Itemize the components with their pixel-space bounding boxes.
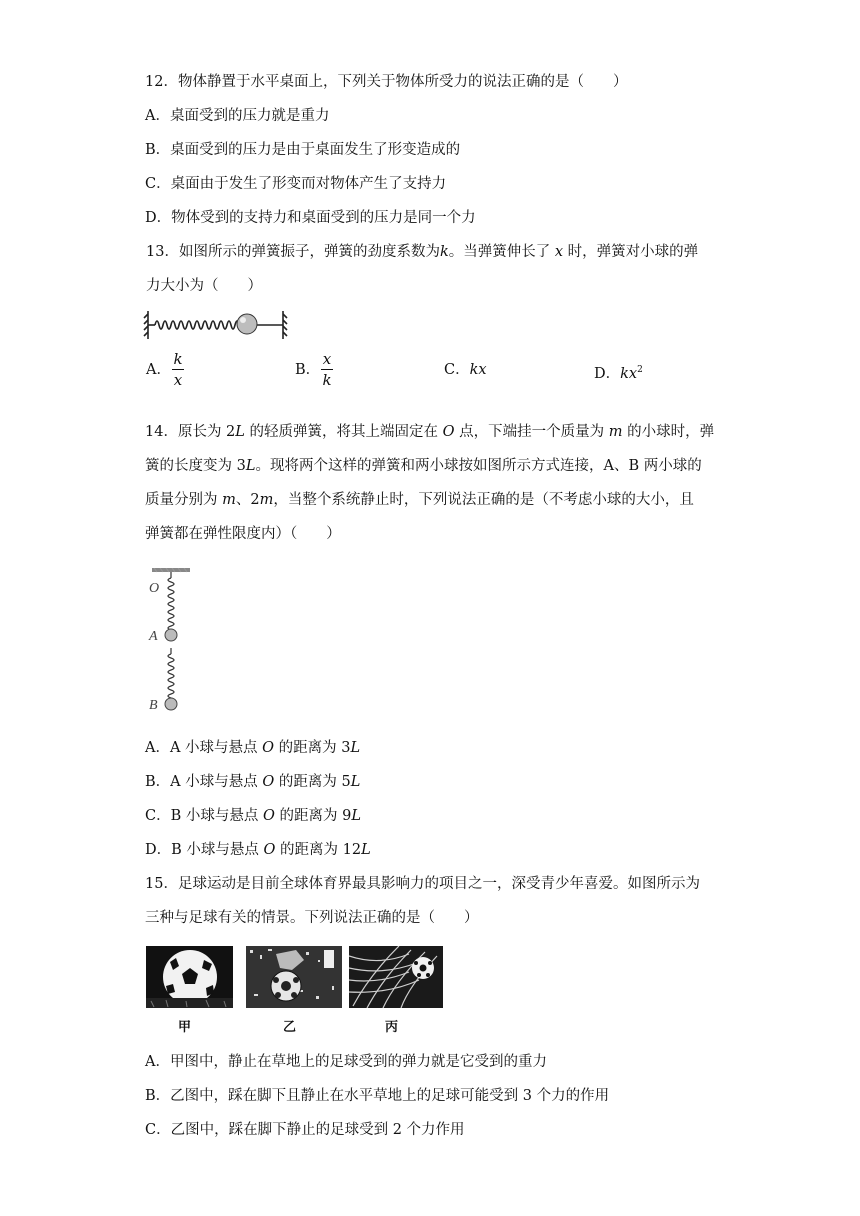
q13-option-a-label: A． (146, 362, 171, 378)
caption-jia: 甲 (178, 1020, 192, 1035)
q13-option-a-fraction: k x (173, 350, 183, 389)
hanging-springs-figure (148, 568, 193, 718)
ball-icon (237, 314, 257, 334)
label-a: A (149, 629, 158, 644)
q12-option-c: C．桌面由于发生了形变而对物体产生了支持力 (145, 176, 447, 192)
q13-option-b-label: B． (295, 362, 321, 378)
ball-a-icon (165, 629, 177, 641)
q14-stem-line2: 簧的长度变为 3L。现将两个这样的弹簧和两小球按如图所示方式连接，A、B 两小球的 (145, 458, 702, 474)
football-photo-jia (146, 946, 233, 1008)
q12-option-a: A．桌面受到的压力就是重力 (145, 108, 330, 124)
q15-option-b: B．乙图中，踩在脚下且静止在水平草地上的足球可能受到 3 个力的作用 (145, 1088, 610, 1104)
q13-option-d: D．$kx^2$ (594, 365, 643, 382)
q15-stem-line1: 15．足球运动是目前全球体育界最具影响力的项目之一，深受青少年喜爱。如图所示为 (145, 876, 700, 892)
q14-stem-line3: 质量分别为 m、2m，当整个系统静止时，下列说法正确的是（不考虑小球的大小，且 (145, 492, 694, 508)
football-photo-bing (349, 946, 443, 1008)
q13-option-b-fraction: x k (322, 350, 332, 389)
q15-option-a: A．甲图中，静止在草地上的足球受到的弹力就是它受到的重力 (145, 1054, 547, 1070)
football-photo-yi (246, 946, 342, 1008)
q14-option-a: A．A 小球与悬点 O 的距离为 3L (145, 740, 361, 756)
q13-stem-line2: 力大小为（ ） (146, 278, 262, 294)
q14-option-b: B．A 小球与悬点 O 的距离为 5L (145, 774, 361, 790)
caption-bing: 丙 (385, 1020, 399, 1035)
q12-option-b: B．桌面受到的压力是由于桌面发生了形变造成的 (145, 142, 461, 158)
q14-option-c: C．B 小球与悬点 O 的距离为 9L (145, 808, 361, 824)
q13-option-c: C．kx (444, 362, 487, 378)
spring-oscillator-figure (143, 308, 293, 342)
ball-b-icon (165, 698, 177, 710)
caption-yi: 乙 (283, 1020, 297, 1035)
q12-stem: 12．物体静置于水平桌面上，下列关于物体所受力的说法正确的是（ ） (145, 74, 628, 90)
label-b: B (149, 698, 158, 713)
q14-option-d: D．B 小球与悬点 O 的距离为 12L (145, 842, 371, 858)
q15-option-c: C．乙图中，踩在脚下静止的足球受到 2 个力作用 (145, 1122, 465, 1138)
q13-stem-line1: 13．如图所示的弹簧振子，弹簧的劲度系数为k。当弹簧伸长了 x 时，弹簧对小球的弹 (146, 244, 699, 260)
q14-stem-line1: 14．原长为 2L 的轻质弹簧，将其上端固定在 O 点，下端挂一个质量为 m 的小球时，弹 (145, 424, 715, 440)
q14-stem-line4: 弹簧都在弹性限度内）（ ） (145, 526, 341, 542)
label-o: O (149, 581, 160, 596)
q12-option-d: D．物体受到的支持力和桌面受到的压力是同一个力 (145, 210, 476, 226)
q15-stem-line2: 三种与足球有关的情景。下列说法正确的是（ ） (145, 910, 479, 926)
